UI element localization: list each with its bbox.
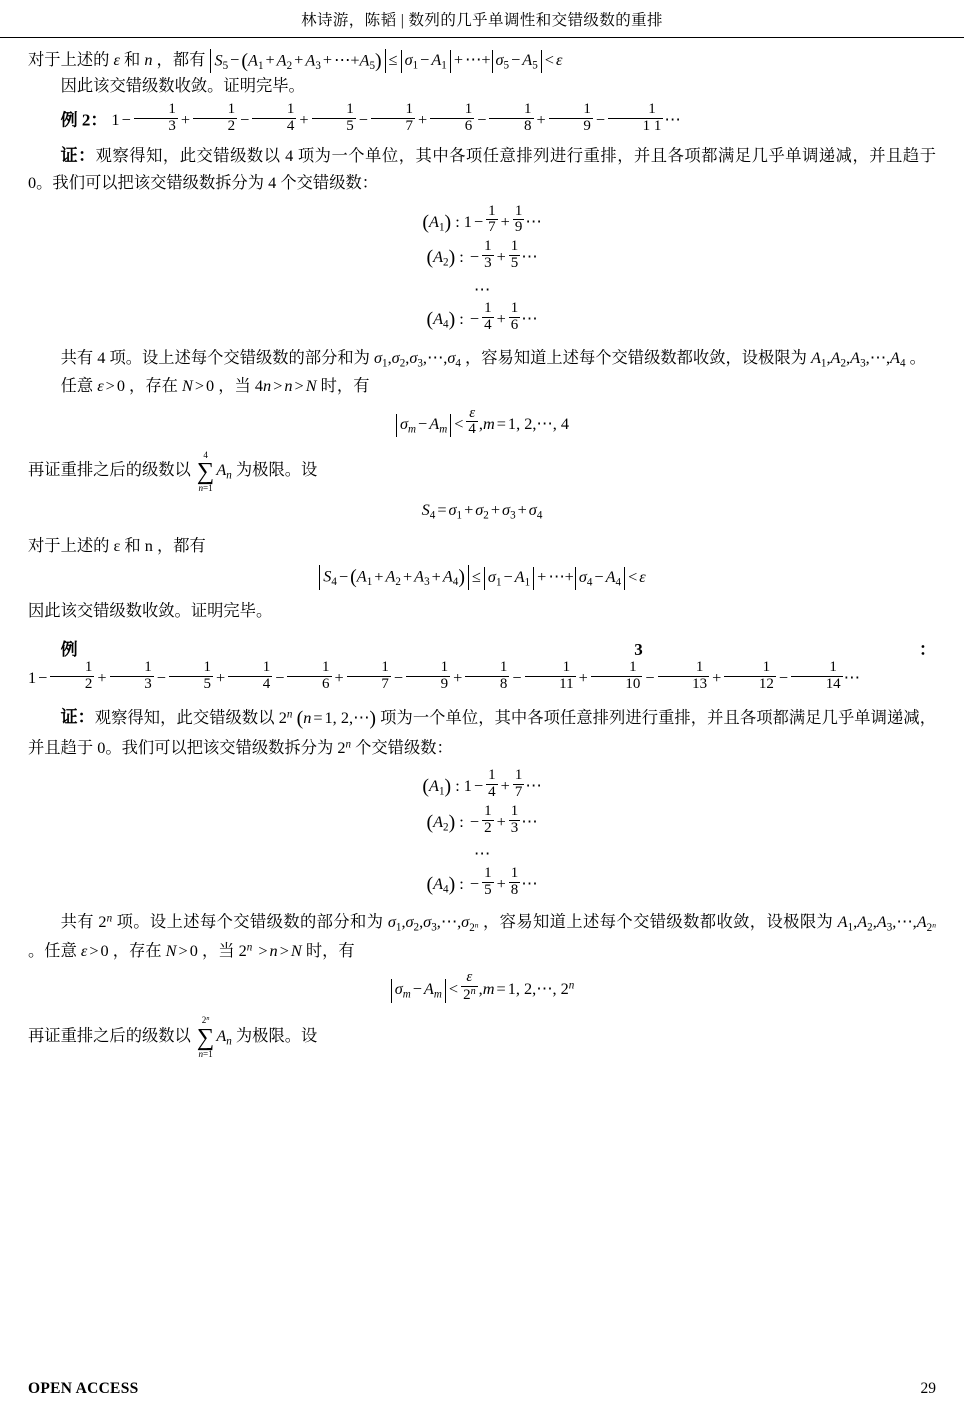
- text-run: ，当 4: [214, 376, 264, 396]
- page-number: 29: [920, 1380, 936, 1397]
- split2-A4: $(A_4)$ : − $\frac{1}{4}$ + $\frac{1}{6}$ ⋯: [426, 300, 538, 334]
- example3-line: [28, 636, 936, 696]
- proof2-text: 观察得知，此交错级数以 4 项为一个单位，其中各项任意排列进行重排，并且各项都满足几乎单调递减，并且趋于 0。我们可以把该交错级数拆分为 4 个交错级数：: [28, 146, 937, 192]
- example2-line: [28, 101, 936, 139]
- split3-A1: $(A_1)$ : 1 − $\frac{1}{4}$ + $\frac{1}{7}$ ⋯: [422, 767, 542, 801]
- text-run: ，存在: [124, 376, 182, 396]
- split2-A1: $(A_1)$ : 1 − $\frac{1}{7}$ + $\frac{1}{9}$ ⋯: [422, 202, 542, 236]
- text-run: ，容易知道上述每个交错级数都收敛，设极限为: [460, 347, 811, 367]
- text-run: 为极限。设: [231, 1025, 318, 1045]
- paragraph-resum-2n: 再证重排之后的级数以 2$^n$ ∑ n=1 $A_n$ 为极限。设: [28, 1015, 318, 1059]
- text-run: 再证重排之后的级数以: [28, 1025, 195, 1045]
- text-run: 共有 4 项。设上述每个交错级数的部分和为: [60, 347, 375, 367]
- paragraph-proof3: [28, 702, 936, 761]
- split3-A2: $(A_2)$ : − $\frac{1}{2}$ + $\frac{1}{3}$ ⋯: [426, 803, 538, 836]
- example3-series: 1 − $\frac{1}{2}$ + $\frac{1}{3}$ − $\frac{1}{5}$ + $\frac{1}{4}$ − $\frac{1}{6}$ + $\frac{1}{7}$ − $\frac{1}{9}$ + $\frac{1}{8}$ − $\frac{1}{11}$ + $\frac{1}{10}$ − $\frac{1}{13}$ + $\frac{1}{12}$ − $\frac{1}{14}$ ⋯: [28, 659, 860, 692]
- proof3-label: 证：: [60, 707, 95, 727]
- text-run: 再证重排之后的级数以: [28, 460, 195, 480]
- split2-ellipsis: ⋯: [473, 279, 491, 299]
- paragraph-total-4: 共有 4 项。设上述每个交错级数的部分和为 $\sigma_1,\sigma_2,\sigma_3,\cdots,\sigma_4$ ，容易知道上述每个交错级数都收敛，设极限为 $A_1,A_2,A_3,\cdots,A_4$ 。: [60, 347, 926, 370]
- text-run: 为极限。设: [231, 460, 318, 480]
- split3-ellipsis: ⋯: [473, 844, 491, 864]
- text-run: 对于上述的 ε 和 n ，都有: [28, 50, 206, 69]
- equation-S4-def: $S_4 = \sigma_1 + \sigma_2 + \sigma_3 + \sigma_4$: [421, 499, 543, 522]
- text-run: ，容易知道上述每个交错级数都收敛，设极限为: [478, 912, 838, 932]
- paragraph-resum-4: 再证重排之后的级数以 4 ∑ n=1 $A_n$ 为极限。设: [28, 449, 318, 494]
- running-head: 林诗游，陈韬 | 数列的几乎单调性和交错级数的重排: [301, 12, 663, 29]
- text-run: 时，有: [301, 940, 355, 960]
- split2-A2: $(A_2)$ : − $\frac{1}{3}$ + $\frac{1}{5}$ ⋯: [426, 238, 538, 272]
- split3-A4: $(A_4)$ : − $\frac{1}{5}$ + $\frac{1}{8}$ ⋯: [426, 865, 538, 898]
- text-run: 。任意: [28, 940, 81, 960]
- summation-4: 4 ∑ n=1: [196, 449, 215, 494]
- header-divider: [0, 37, 964, 38]
- paragraph-any-eps-4: 任意 ε > 0 ，存在 N > 0 ，当 4n > n > N 时，有: [60, 376, 370, 396]
- example2-label: 例 2：: [60, 110, 108, 130]
- text-run: 任意: [60, 376, 98, 396]
- paragraph-proof2: [28, 142, 936, 196]
- text-run: 共有 2$^n$ 项。设上述每个交错级数的部分和为: [60, 912, 388, 932]
- text-run: 观察得知，此交错级数以 2$^n$ (n = 1, 2,⋯) 项为一个单位，其中各项任意排列进行重排，并且各项都满足几乎单调递减，并且趋于 0。我们可以把该交错级数拆分为 2$^n$ 个交错级数：: [28, 707, 936, 757]
- example2-series: 1 − $\frac{1}{3}$ + $\frac{1}{2}$ − $\frac{1}{4}$ + $\frac{1}{5}$ − $\frac{1}{7}$ + $\frac{1}{6}$ − $\frac{1}{8}$ + $\frac{1}{9}$ − $\frac{1}{1 1}$ ⋯: [111, 101, 681, 134]
- page-footer: [28, 1380, 936, 1398]
- article-body: [28, 47, 936, 1058]
- paragraph-converge-2: 因此该交错级数收敛。证明完毕。: [28, 600, 273, 620]
- paragraph-total-2n: 共有 2$^n$ 项。设上述每个交错级数的部分和为 $\sigma_1,\sigma_2,\sigma_3,\cdots,\sigma_{2^n}$ ，容易知道上述每个交错级数都收敛，设极限为 $A_1,A_2,A_3,\cdots,A_{2^n}$ 。任意 ε > 0 ，存在 N > 0 ，当 2$^n$ > n > N 时，有: [28, 912, 936, 960]
- equation-sigma-2n: $\sigma_m - A_m$ < $\frac{\varepsilon}{2^n}$ ,m = 1, 2,⋯, 2$^n$: [28, 974, 936, 1007]
- paragraph-converge-1: 因此该交错级数收敛。证明完毕。: [60, 76, 305, 96]
- text-run: 时，有: [316, 376, 370, 396]
- text-run: ，存在: [108, 940, 166, 960]
- paragraph-eps-n-2: 对于上述的 ε 和 n ，都有: [28, 536, 206, 556]
- open-access-label: OPEN ACCESS: [28, 1380, 139, 1397]
- equation-S5: $S_5 - (A_1 + A_2 + A_3$ + $\cdots+A_5) \le \sigma_1 - A_1$ + ⋯+ $\sigma_5 - A_5 < \varepsilon$: [209, 50, 562, 69]
- example3-label: 例 3：: [60, 640, 936, 660]
- proof2-label: 证：: [60, 146, 96, 166]
- summation-2n: 2$^n$ ∑ n=1: [196, 1015, 215, 1059]
- paragraph-eps-n-1: [28, 47, 936, 73]
- equation-sigma-4: $\sigma_m - A_m$ < $\frac{\varepsilon}{4}$ ,m = 1, 2,⋯, 4: [28, 409, 936, 442]
- text-run: ，当 2$^n$: [197, 940, 253, 960]
- equation-S4: $S_4 - (A_1 + A_2 + A_3 + A_4) \le \sigma_1 - A_1$ + ⋯+ $\sigma_4 - A_4 < \varepsilon$: [28, 564, 936, 590]
- text-run: 。: [905, 347, 926, 367]
